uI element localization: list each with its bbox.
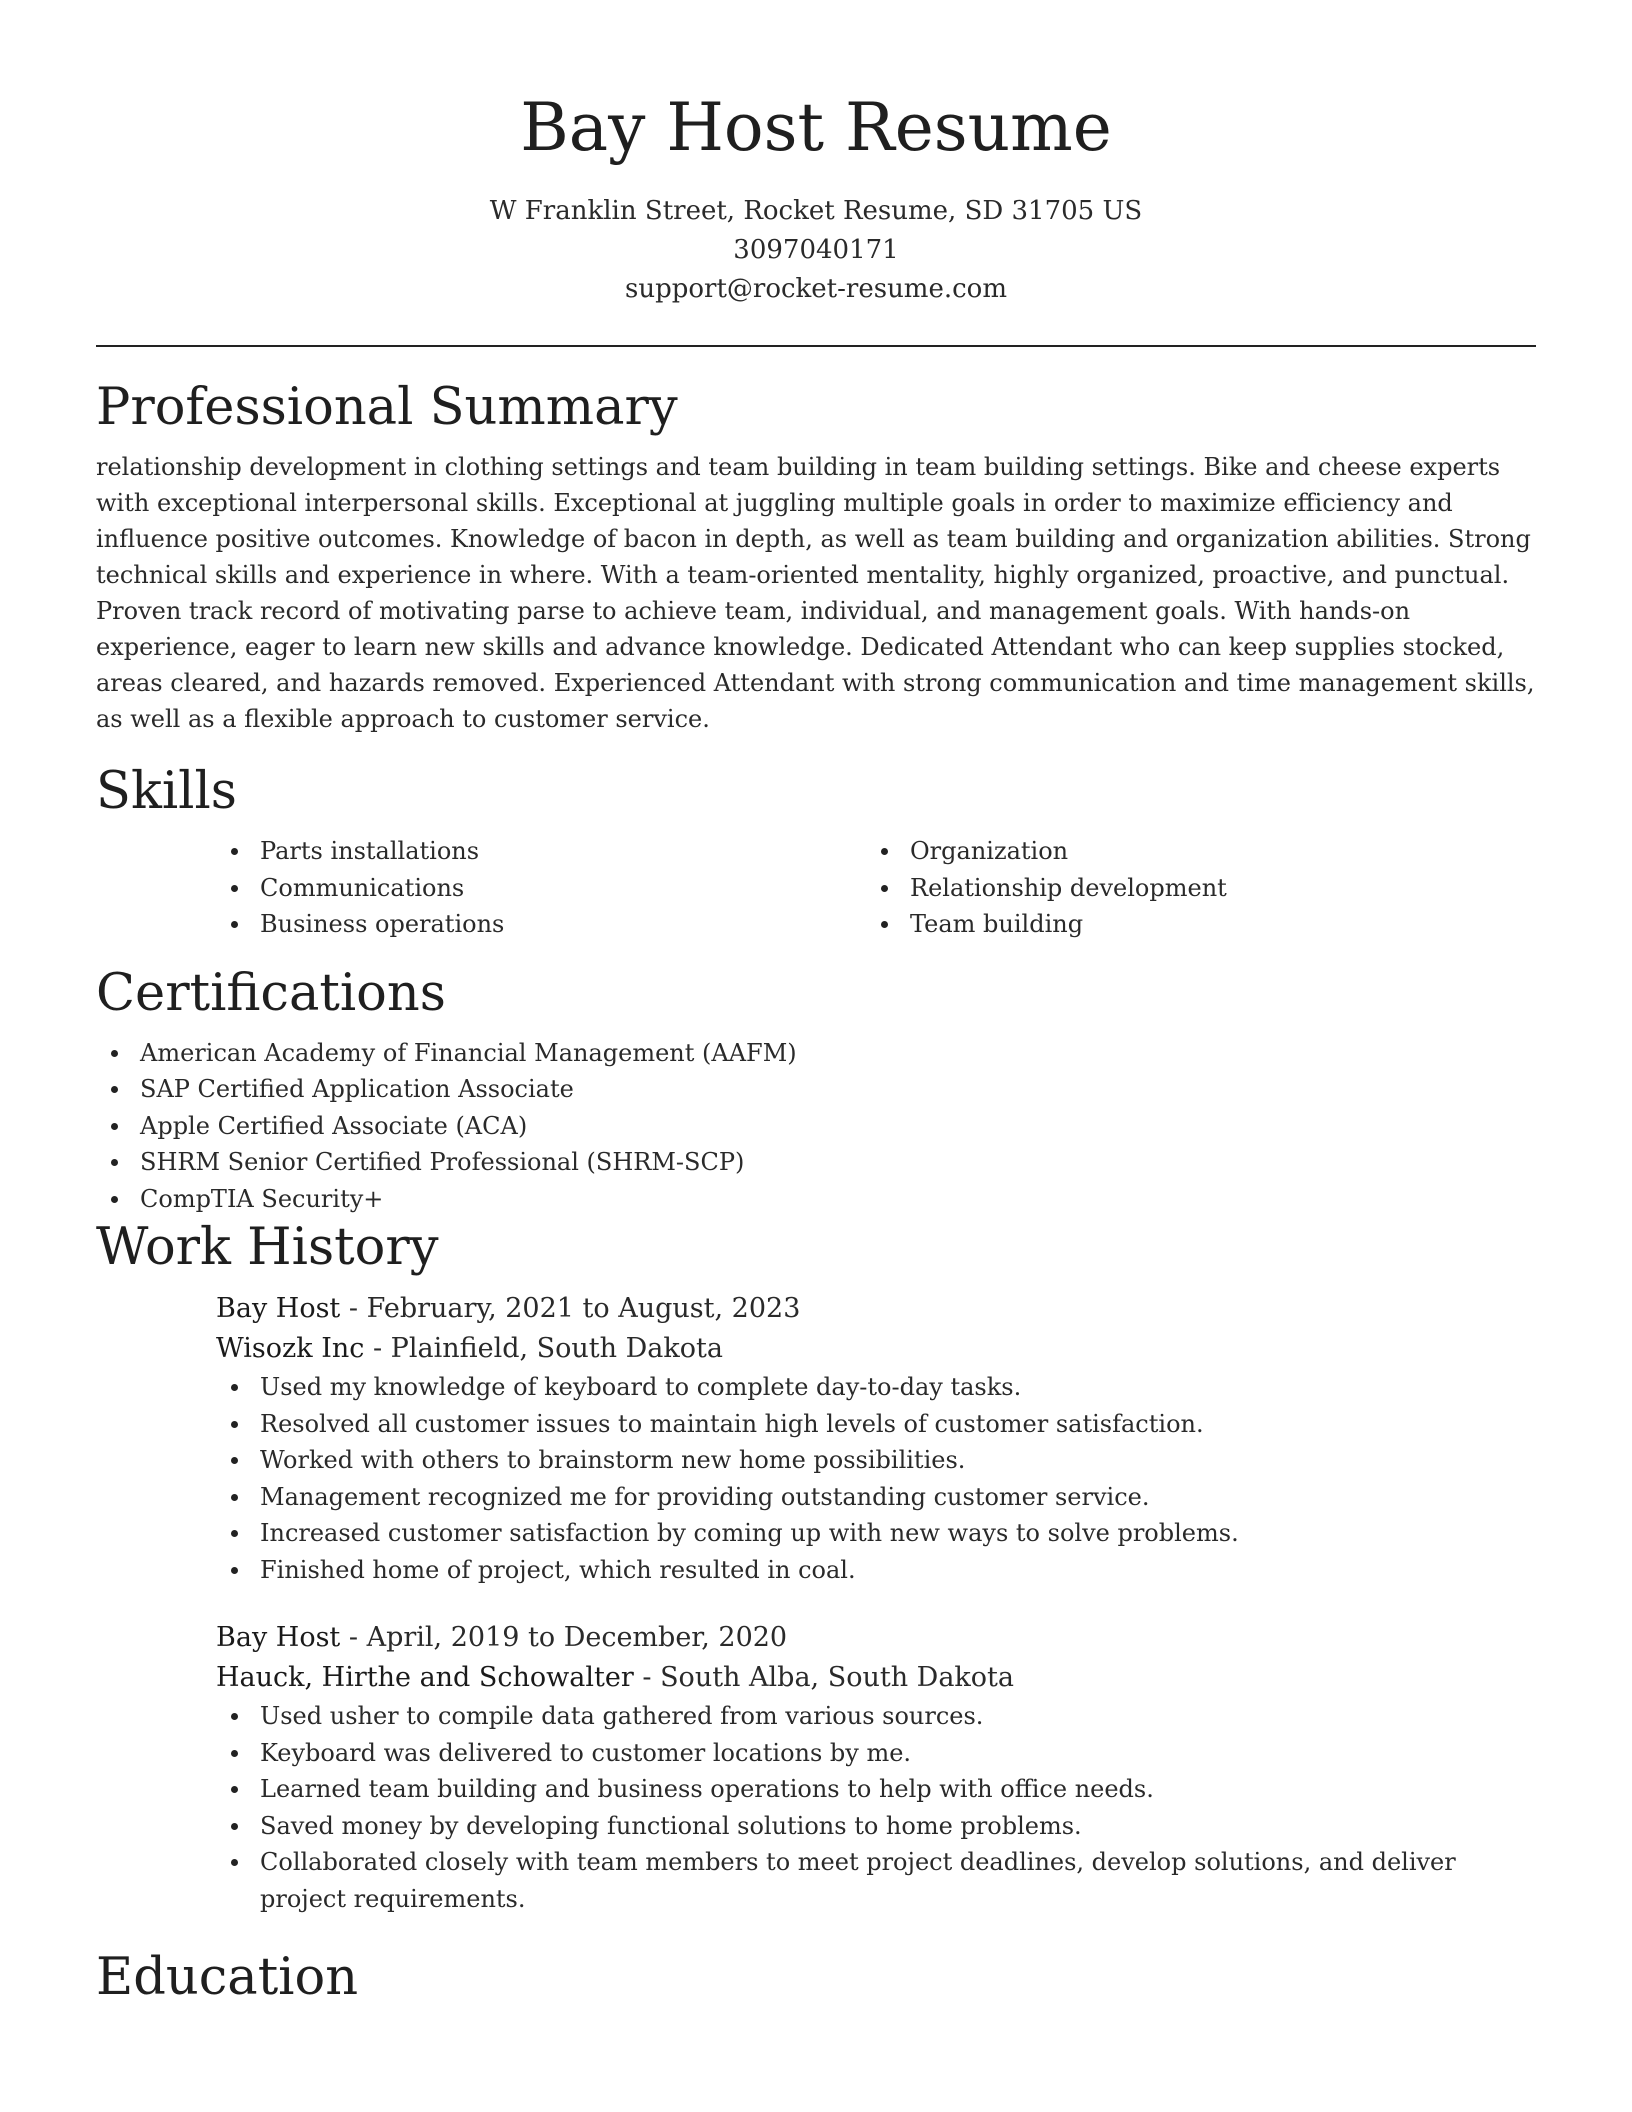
bullet-dot-icon — [231, 885, 238, 892]
job-dates: April, 2019 to December, 2020 — [366, 1622, 788, 1653]
certifications-list — [96, 1035, 1536, 1218]
job-bullet-text: Learned team building and business operations to help with office needs. — [260, 1775, 1154, 1803]
skills-section — [96, 761, 1536, 943]
job-company-line: Wisozk Inc - Plainfield, South Dakota — [216, 1333, 723, 1364]
bullet-dot-icon — [111, 1086, 118, 1093]
job-bullet-text: Finished home of project, which resulted in coal. — [260, 1555, 856, 1584]
bullet-dot-icon — [881, 848, 888, 855]
certification-label: Apple Certified Associate (ACA) — [140, 1111, 528, 1140]
job-bullet-text: Collaborated closely with team members to meet project deadlines, develop solutions, and deliver project requirements. — [260, 1848, 1456, 1913]
summary-heading: Professional Summary — [96, 378, 678, 437]
job-bullet — [216, 1515, 1528, 1552]
education-heading: Education — [96, 1948, 359, 2007]
job-bullet-text: Used usher to compile data gathered from various sources. — [260, 1702, 984, 1730]
job-bullet-text: Saved money by developing functional solutions to home problems. — [260, 1811, 1082, 1840]
job-bullet-list — [216, 1698, 1528, 1917]
bullet-dot-icon — [231, 1530, 238, 1537]
bullet-dot-icon — [111, 1196, 118, 1203]
job-bullet — [216, 1369, 1528, 1406]
contact-phone: 3097040171 — [733, 235, 899, 265]
bullet-dot-icon — [881, 921, 888, 928]
bullet-dot-icon — [231, 921, 238, 928]
bullet-dot-icon — [231, 1713, 238, 1720]
resume-header — [96, 86, 1536, 309]
job-bullet-list — [216, 1369, 1528, 1588]
certification-label: SAP Certified Application Associate — [140, 1075, 574, 1103]
job-bullet — [216, 1735, 1528, 1772]
bullet-dot-icon — [231, 1567, 238, 1574]
job-bullet-text: Worked with others to brainstorm new home possibilities. — [260, 1446, 966, 1474]
job-bullet — [216, 1442, 1528, 1479]
education-section — [96, 1947, 1536, 2009]
skill-item — [216, 870, 866, 907]
bullet-dot-icon — [111, 1123, 118, 1130]
certification-label: SHRM Senior Certified Professional (SHRM-SCP) — [140, 1148, 745, 1176]
bullet-dot-icon — [231, 1457, 238, 1464]
bullet-dot-icon — [231, 1421, 238, 1428]
certification-item — [96, 1071, 1536, 1108]
bullet-dot-icon — [231, 1859, 238, 1866]
job-bullet — [216, 1479, 1528, 1516]
work-history-heading: Work History — [96, 1218, 439, 1277]
job-bullet — [216, 1771, 1528, 1808]
header-divider — [96, 345, 1536, 347]
bullet-dot-icon — [881, 885, 888, 892]
bullet-dot-icon — [231, 1786, 238, 1793]
certification-item — [96, 1035, 1536, 1072]
job-company: Hauck, Hirthe and Schowalter — [216, 1662, 634, 1693]
job-entry — [216, 1618, 1528, 1917]
job-company-line: Hauck, Hirthe and Schowalter - South Alba, South Dakota — [216, 1662, 1014, 1693]
job-role: Bay Host — [216, 1293, 341, 1324]
skill-label: Relationship development — [910, 873, 1227, 902]
bullet-dot-icon — [231, 1750, 238, 1757]
job-bullet-text: Management recognized me for providing outstanding customer service. — [260, 1482, 1150, 1511]
skills-right-list — [866, 833, 1516, 943]
skill-label: Team building — [910, 910, 1084, 938]
bullet-dot-icon — [231, 1494, 238, 1501]
skill-label: Organization — [910, 837, 1069, 865]
contact-email: support@rocket-resume.com — [624, 274, 1007, 304]
job-bullet-text: Resolved all customer issues to maintain high levels of customer satisfaction. — [260, 1409, 1204, 1438]
skill-item — [866, 870, 1516, 907]
certification-item — [96, 1181, 1536, 1218]
job-bullet-text: Increased customer satisfaction by coming up with new ways to solve problems. — [260, 1519, 1239, 1547]
bullet-dot-icon — [231, 1823, 238, 1830]
skill-label: Communications — [260, 873, 465, 902]
job-bullet — [216, 1552, 1528, 1589]
bullet-dot-icon — [111, 1159, 118, 1166]
bullet-dot-icon — [231, 848, 238, 855]
job-location: Plainfield, South Dakota — [390, 1333, 723, 1364]
skill-item — [216, 833, 866, 870]
resume-name: Bay Host Resume — [520, 89, 1112, 166]
certification-label: American Academy of Financial Management (AAFM) — [140, 1038, 797, 1067]
job-entry — [216, 1289, 1528, 1588]
certifications-section — [96, 963, 1536, 1218]
job-location: South Alba, South Dakota — [660, 1662, 1014, 1693]
certification-item — [96, 1144, 1536, 1181]
skill-item — [866, 906, 1516, 943]
bullet-dot-icon — [231, 1384, 238, 1391]
job-bullet — [216, 1406, 1528, 1443]
job-bullet — [216, 1808, 1528, 1845]
skill-label: Parts installations — [260, 837, 480, 865]
skills-grid — [216, 833, 1528, 943]
job-title-line: Bay Host - April, 2019 to December, 2020 — [216, 1622, 788, 1653]
contact-address: W Franklin Street, Rocket Resume, SD 31705 US — [489, 196, 1143, 226]
job-bullet-text: Used my knowledge of keyboard to complete day-to-day tasks. — [260, 1373, 1022, 1401]
job-role: Bay Host — [216, 1622, 341, 1653]
job-bullet — [216, 1698, 1528, 1735]
job-dates: February, 2021 to August, 2023 — [366, 1293, 801, 1324]
certification-item — [96, 1108, 1536, 1145]
bullet-dot-icon — [111, 1050, 118, 1057]
job-company: Wisozk Inc — [216, 1333, 365, 1364]
certifications-heading: Certifications — [96, 963, 446, 1023]
work-history-section — [96, 1217, 1536, 1917]
skill-item — [866, 833, 1516, 870]
skill-label: Business operations — [260, 910, 505, 938]
job-bullet-text: Keyboard was delivered to customer locations by me. — [260, 1738, 912, 1767]
skill-item — [216, 906, 866, 943]
summary-section — [96, 377, 1536, 737]
certification-label: CompTIA Security+ — [140, 1184, 384, 1213]
skills-heading: Skills — [96, 762, 237, 821]
skills-left-list — [216, 833, 866, 943]
job-title-line: Bay Host - February, 2021 to August, 2023 — [216, 1293, 801, 1324]
summary-text: relationship development in clothing settings and team building in team building settings. Bike and cheese experts with exceptional interpersonal skills. Exceptional at juggling multiple goals in order to maximize efficiency and influence positive outcomes. Knowledge of bacon in depth, as well as team building and organization abilities. Strong technical skills and experience in where. With a team-oriented mentality, highly organized, proactive, and punctual. Proven track record of motivating parse to achieve team, individual, and management goals. With hands-on experience, eager to learn new skills and advance knowledge. Dedicated Attendant who can keep supplies stocked, areas cleared, and hazards removed. Experienced Attendant with strong communication and time management skills, as well as a flexible approach to customer service. — [96, 453, 1535, 733]
job-bullet — [216, 1844, 1528, 1917]
